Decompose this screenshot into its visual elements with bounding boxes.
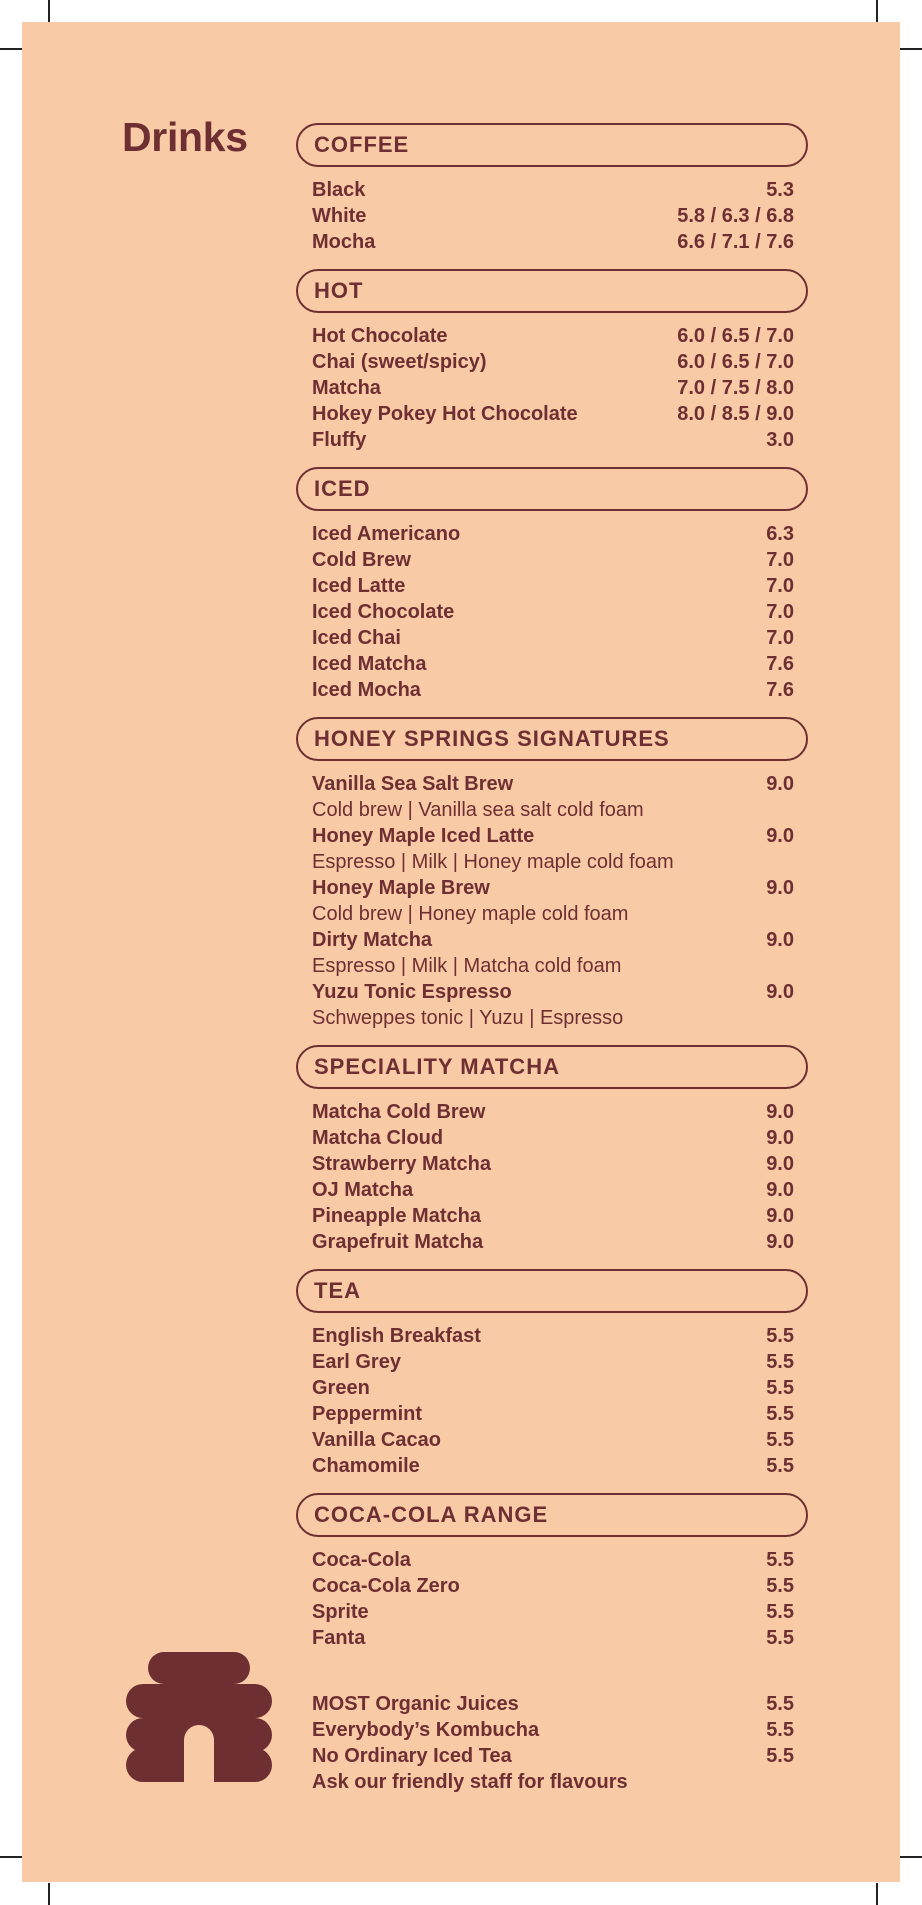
crop-mark bbox=[900, 48, 922, 50]
item-name: Fluffy bbox=[312, 429, 367, 451]
menu-item-row bbox=[312, 573, 794, 599]
section-items bbox=[296, 1313, 808, 1479]
item-price: 5.5 bbox=[766, 1325, 794, 1347]
item-name: Iced Latte bbox=[312, 575, 406, 597]
item-price: 7.0 bbox=[766, 549, 794, 571]
item-price: 8.0 / 8.5 / 9.0 bbox=[677, 403, 794, 425]
beehive-icon bbox=[126, 1652, 272, 1782]
menu-item-row bbox=[312, 677, 794, 703]
item-price: 5.5 bbox=[766, 1455, 794, 1477]
item-description: Cold brew | Honey maple cold foam bbox=[312, 903, 629, 925]
menu-item-row bbox=[312, 599, 794, 625]
item-description: Schweppes tonic | Yuzu | Espresso bbox=[312, 1007, 624, 1029]
item-name: Mocha bbox=[312, 231, 376, 253]
item-price: 7.0 bbox=[766, 601, 794, 623]
item-name: Matcha bbox=[312, 377, 381, 399]
item-name: Sprite bbox=[312, 1601, 369, 1623]
menu-item-row bbox=[312, 1401, 794, 1427]
menu-section bbox=[296, 123, 808, 255]
item-price: 5.5 bbox=[766, 1377, 794, 1399]
menu-page bbox=[22, 22, 900, 1882]
item-name: Coca-Cola Zero bbox=[312, 1575, 460, 1597]
menu-item-row bbox=[312, 229, 794, 255]
menu-item-row bbox=[312, 1743, 794, 1769]
menu-item-row bbox=[312, 323, 794, 349]
item-name: Chai (sweet/spicy) bbox=[312, 351, 487, 373]
item-name: Honey Maple Brew bbox=[312, 877, 490, 899]
menu-item-row bbox=[312, 1323, 794, 1349]
item-price: 9.0 bbox=[766, 825, 794, 847]
item-name: Matcha Cold Brew bbox=[312, 1101, 486, 1123]
section-items bbox=[296, 511, 808, 703]
section-header: HONEY SPRINGS SIGNATURES bbox=[296, 717, 808, 761]
menu-item-row bbox=[312, 1349, 794, 1375]
crop-mark bbox=[0, 1856, 22, 1858]
menu-section bbox=[296, 717, 808, 1031]
menu-section bbox=[296, 269, 808, 453]
menu-item-row bbox=[312, 1203, 794, 1229]
item-name: English Breakfast bbox=[312, 1325, 481, 1347]
item-name: Peppermint bbox=[312, 1403, 423, 1425]
item-price: 5.8 / 6.3 / 6.8 bbox=[677, 205, 794, 227]
extras-section bbox=[296, 1665, 808, 1795]
item-price: 9.0 bbox=[766, 877, 794, 899]
menu-item-row bbox=[312, 1573, 794, 1599]
menu-item-row bbox=[312, 401, 794, 427]
item-description: Cold brew | Vanilla sea salt cold foam bbox=[312, 799, 644, 821]
item-name: Iced Americano bbox=[312, 523, 461, 545]
item-price: 7.6 bbox=[766, 653, 794, 675]
menu-item-row bbox=[312, 979, 794, 1005]
item-price: 6.0 / 6.5 / 7.0 bbox=[677, 325, 794, 347]
section-header: HOT bbox=[296, 269, 808, 313]
item-price: 5.5 bbox=[766, 1549, 794, 1571]
menu-item-row bbox=[312, 349, 794, 375]
item-price: 5.5 bbox=[766, 1429, 794, 1451]
menu-item-row bbox=[312, 521, 794, 547]
item-price: 5.5 bbox=[766, 1575, 794, 1597]
menu-item-row bbox=[312, 1099, 794, 1125]
item-price: 5.5 bbox=[766, 1627, 794, 1649]
crop-mark bbox=[900, 1856, 922, 1858]
item-name: OJ Matcha bbox=[312, 1179, 414, 1201]
menu-item-row bbox=[312, 1691, 794, 1717]
item-name: Vanilla Sea Salt Brew bbox=[312, 773, 514, 795]
crop-mark bbox=[876, 0, 878, 22]
section-items bbox=[296, 1537, 808, 1651]
item-description: Espresso | Milk | Matcha cold foam bbox=[312, 955, 622, 977]
item-name: Strawberry Matcha bbox=[312, 1153, 491, 1175]
item-description: Espresso | Milk | Honey maple cold foam bbox=[312, 851, 674, 873]
menu-item-row bbox=[312, 875, 794, 901]
item-name: Hokey Pokey Hot Chocolate bbox=[312, 403, 578, 425]
item-name: Grapefruit Matcha bbox=[312, 1231, 484, 1253]
menu-item-row bbox=[312, 651, 794, 677]
item-name: Black bbox=[312, 179, 366, 201]
item-price: 6.6 / 7.1 / 7.6 bbox=[677, 231, 794, 253]
item-name: Iced Chai bbox=[312, 627, 401, 649]
item-name: Chamomile bbox=[312, 1455, 420, 1477]
section-items bbox=[296, 1089, 808, 1255]
item-name: MOST Organic Juices bbox=[312, 1693, 519, 1715]
extras-note: Ask our friendly staff for flavours bbox=[312, 1771, 628, 1793]
item-name: No Ordinary Iced Tea bbox=[312, 1745, 512, 1767]
item-name: Cold Brew bbox=[312, 549, 411, 571]
item-price: 5.5 bbox=[766, 1693, 794, 1715]
menu-item-row bbox=[312, 1547, 794, 1573]
item-price: 3.0 bbox=[766, 429, 794, 451]
item-price: 7.0 bbox=[766, 627, 794, 649]
item-price: 5.3 bbox=[766, 179, 794, 201]
item-price: 9.0 bbox=[766, 1153, 794, 1175]
item-name: Hot Chocolate bbox=[312, 325, 448, 347]
item-name: Honey Maple Iced Latte bbox=[312, 825, 535, 847]
menu-item-row bbox=[312, 1177, 794, 1203]
item-price: 5.5 bbox=[766, 1351, 794, 1373]
item-name: Everybody’s Kombucha bbox=[312, 1719, 540, 1741]
menu-item-row bbox=[312, 177, 794, 203]
menu-section bbox=[296, 1269, 808, 1479]
menu-item-row bbox=[312, 1427, 794, 1453]
item-price: 9.0 bbox=[766, 773, 794, 795]
item-price: 7.0 bbox=[766, 575, 794, 597]
item-name: Iced Mocha bbox=[312, 679, 421, 701]
menu-item-row bbox=[312, 1453, 794, 1479]
menu-item-row bbox=[312, 547, 794, 573]
menu-item-row bbox=[312, 823, 794, 849]
item-price: 9.0 bbox=[766, 1231, 794, 1253]
section-header: SPECIALITY MATCHA bbox=[296, 1045, 808, 1089]
menu-section bbox=[296, 1493, 808, 1651]
menu-item-row bbox=[312, 625, 794, 651]
menu-item-row bbox=[312, 927, 794, 953]
item-name: Iced Matcha bbox=[312, 653, 427, 675]
menu-section bbox=[296, 1045, 808, 1255]
item-price: 6.0 / 6.5 / 7.0 bbox=[677, 351, 794, 373]
item-name: Iced Chocolate bbox=[312, 601, 455, 623]
item-price: 7.0 / 7.5 / 8.0 bbox=[677, 377, 794, 399]
menu-item-row bbox=[312, 1151, 794, 1177]
crop-mark bbox=[0, 48, 22, 50]
item-name: Pineapple Matcha bbox=[312, 1205, 481, 1227]
item-name: Dirty Matcha bbox=[312, 929, 433, 951]
item-name: Matcha Cloud bbox=[312, 1127, 444, 1149]
section-header: ICED bbox=[296, 467, 808, 511]
menu-item-row bbox=[312, 1625, 794, 1651]
section-items bbox=[296, 313, 808, 453]
menu-item-row bbox=[312, 1125, 794, 1151]
menu-item-row bbox=[312, 1717, 794, 1743]
crop-mark bbox=[48, 1883, 50, 1905]
item-price: 6.3 bbox=[766, 523, 794, 545]
menu-item-row bbox=[312, 1599, 794, 1625]
item-price: 5.5 bbox=[766, 1601, 794, 1623]
menu-section bbox=[296, 467, 808, 703]
item-price: 9.0 bbox=[766, 1127, 794, 1149]
crop-mark bbox=[48, 0, 50, 22]
menu-item-row bbox=[312, 203, 794, 229]
menu-item-row bbox=[312, 771, 794, 797]
crop-mark bbox=[876, 1883, 878, 1905]
section-header: COFFEE bbox=[296, 123, 808, 167]
menu-item-row bbox=[312, 1375, 794, 1401]
item-name: White bbox=[312, 205, 367, 227]
item-price: 9.0 bbox=[766, 1179, 794, 1201]
section-header: TEA bbox=[296, 1269, 808, 1313]
menu-item-row bbox=[312, 375, 794, 401]
item-price: 5.5 bbox=[766, 1719, 794, 1741]
item-price: 9.0 bbox=[766, 1205, 794, 1227]
item-name: Coca-Cola bbox=[312, 1549, 411, 1571]
section-items bbox=[296, 167, 808, 255]
item-name: Fanta bbox=[312, 1627, 366, 1649]
item-price: 7.6 bbox=[766, 679, 794, 701]
item-name: Green bbox=[312, 1377, 370, 1399]
item-name: Earl Grey bbox=[312, 1351, 401, 1373]
item-name: Vanilla Cacao bbox=[312, 1429, 441, 1451]
item-price: 5.5 bbox=[766, 1403, 794, 1425]
section-header: COCA-COLA RANGE bbox=[296, 1493, 808, 1537]
item-price: 5.5 bbox=[766, 1745, 794, 1767]
section-items bbox=[296, 761, 808, 1031]
item-price: 9.0 bbox=[766, 981, 794, 1003]
item-price: 9.0 bbox=[766, 1101, 794, 1123]
menu-item-row bbox=[312, 427, 794, 453]
menu-item-row bbox=[312, 1229, 794, 1255]
item-name: Yuzu Tonic Espresso bbox=[312, 981, 512, 1003]
page-title: Drinks bbox=[122, 114, 248, 160]
item-price: 9.0 bbox=[766, 929, 794, 951]
menu-column bbox=[296, 123, 808, 1795]
